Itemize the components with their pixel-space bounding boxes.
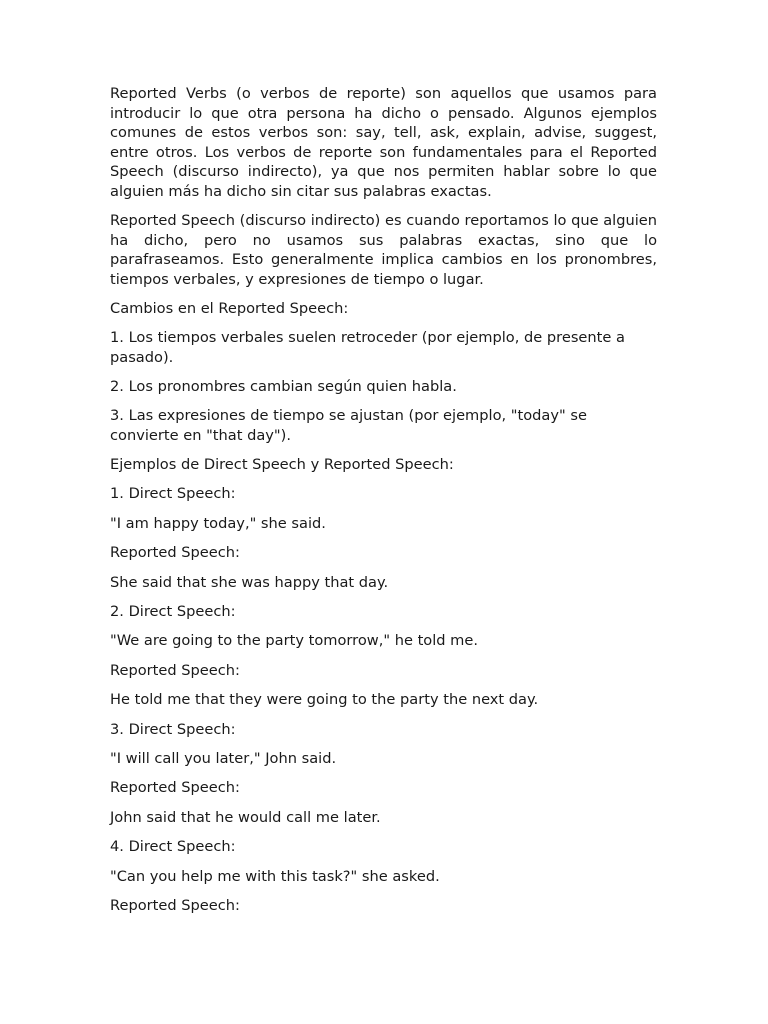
example-4-direct-label: 4. Direct Speech: [110, 838, 236, 856]
example-3-direct-text: "I will call you later," John said. [110, 750, 337, 767]
intro-paragraph-reported-speech: Reported Speech (discurso indirecto) es cuando reportamos lo que alguien ha dicho, pero no usamos sus palabras exactas, sino que lo parafraseamos. Esto generalmente implica cambios en los pronombres, tiempos verbales, y expresiones de tiempo o lugar. [110, 212, 657, 288]
example-1-reported-text: She said that she was happy that day. [110, 573, 389, 591]
example-2-direct-text: "We are going to the party tomorrow," he told me. [110, 632, 479, 650]
change-item-3: 3. Las expresiones de tiempo se ajustan (por ejemplo, "today" se convierte en "that day"). [110, 407, 587, 444]
intro-paragraph-reported-verbs: Reported Verbs (o verbos de reporte) son aquellos que usamos para introducir lo que otra persona ha dicho o pensado. Algunos ejemplos comunes de estos verbos son: say, tell, ask, explain, advise, suggest, entre otros. Los verbos de reporte son fundamentales para el Reported Speech (discurso indirecto), ya que nos permiten hablar sobre lo que alguien más ha dicho sin citar sus palabras exactas. [110, 85, 657, 200]
example-3-reported-text: John said that he would call me later. [110, 808, 381, 826]
example-4-reported-label: Reported Speech: [110, 896, 240, 914]
change-item-2: 2. Los pronombres cambian según quien habla. [110, 378, 457, 396]
changes-heading: Cambios en el Reported Speech: [110, 299, 349, 317]
examples-heading: Ejemplos de Direct Speech y Reported Speech: [110, 456, 454, 474]
example-2-reported-label: Reported Speech: [110, 661, 240, 679]
example-1-reported-label: Reported Speech: [110, 544, 240, 562]
change-item-1: 1. Los tiempos verbales suelen retroceder (por ejemplo, de presente a pasado). [110, 329, 625, 366]
example-3-reported-label: Reported Speech: [110, 779, 240, 797]
document-page [110, 84, 657, 925]
example-3-direct-label: 3. Direct Speech: [110, 720, 236, 738]
example-2-reported-text: He told me that they were going to the party the next day. [110, 691, 539, 709]
example-1-direct-label: 1. Direct Speech: [110, 485, 236, 503]
example-2-direct-label: 2. Direct Speech: [110, 603, 236, 621]
example-1-direct-text: "I am happy today," she said. [110, 514, 326, 532]
example-4-direct-text: "Can you help me with this task?" she asked. [110, 867, 440, 885]
